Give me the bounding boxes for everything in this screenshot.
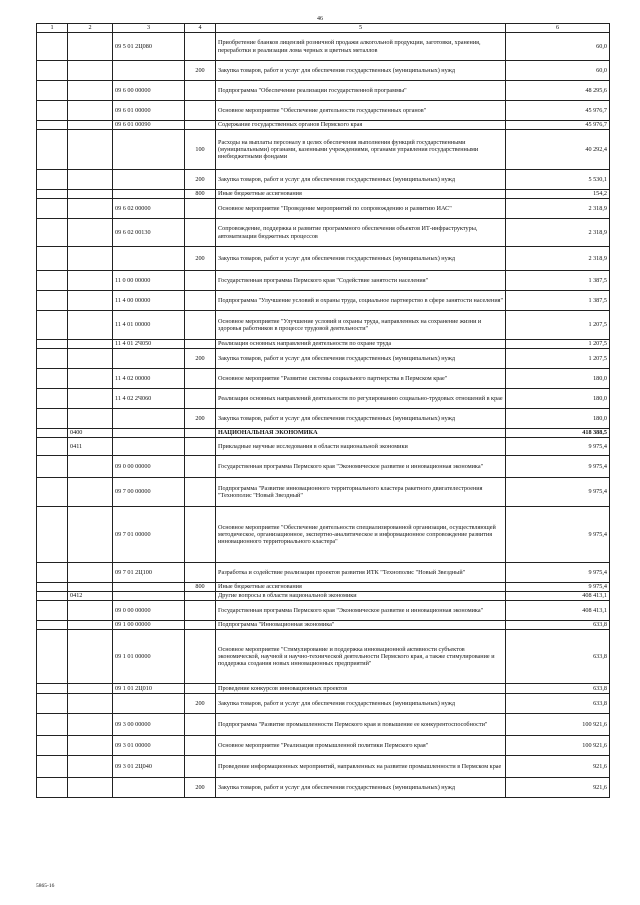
- table-row: [37, 714, 610, 736]
- cell-c4: [185, 389, 216, 409]
- cell-c2: [68, 61, 113, 81]
- cell-c6: 408 413,1: [506, 592, 610, 601]
- table-row: [37, 311, 610, 340]
- cell-c3: 09 0 00 00000: [113, 601, 185, 621]
- cell-c3: 09 6 00 00000: [113, 81, 185, 101]
- cell-c1: [37, 389, 68, 409]
- table-row: [37, 583, 610, 592]
- cell-c3: [113, 694, 185, 714]
- cell-c4: 800: [185, 583, 216, 592]
- cell-c1: [37, 271, 68, 291]
- table-row: [37, 456, 610, 478]
- table-row: [37, 291, 610, 311]
- cell-c5: Основное мероприятие "Обеспечение деятельности государственных органов": [216, 101, 506, 121]
- cell-c2: [68, 621, 113, 630]
- cell-c6: 9 975,4: [506, 478, 610, 507]
- column-header: 6: [506, 24, 610, 33]
- table-row: [37, 349, 610, 369]
- table-row: [37, 429, 610, 438]
- cell-c4: 200: [185, 170, 216, 190]
- cell-c5: Закупка товаров, работ и услуг для обеспечения государственных (муниципальных) нужд: [216, 247, 506, 271]
- cell-c4: 200: [185, 694, 216, 714]
- cell-c3: 11 4 01 00000: [113, 311, 185, 340]
- cell-c6: 180,0: [506, 389, 610, 409]
- cell-c2: [68, 130, 113, 170]
- cell-c1: [37, 311, 68, 340]
- table-row: [37, 630, 610, 684]
- cell-c3: [113, 61, 185, 81]
- cell-c1: [37, 81, 68, 101]
- table-row: [37, 247, 610, 271]
- cell-c1: [37, 630, 68, 684]
- cell-c1: [37, 33, 68, 61]
- cell-c3: [113, 429, 185, 438]
- cell-c5: Закупка товаров, работ и услуг для обеспечения государственных (муниципальных) нужд: [216, 694, 506, 714]
- cell-c5: Содержание государственных органов Пермского края: [216, 121, 506, 130]
- cell-c5: Закупка товаров, работ и услуг для обеспечения государственных (муниципальных) нужд: [216, 61, 506, 81]
- cell-c4: [185, 311, 216, 340]
- cell-c6: 154,2: [506, 190, 610, 199]
- cell-c2: [68, 684, 113, 694]
- cell-c1: [37, 563, 68, 583]
- cell-c5: НАЦИОНАЛЬНАЯ ЭКОНОМИКА: [216, 429, 506, 438]
- cell-c5: Подпрограмма "Развитие промышленности Пермского края и повышение ее конкурентоспособности": [216, 714, 506, 736]
- cell-c4: 200: [185, 247, 216, 271]
- cell-c5: Основное мероприятие "Проведение мероприятий по сопровождению и развитию ИАС": [216, 199, 506, 219]
- cell-c2: [68, 121, 113, 130]
- cell-c6: 100 921,6: [506, 714, 610, 736]
- table-row: [37, 778, 610, 798]
- cell-c1: [37, 349, 68, 369]
- table-row: [37, 340, 610, 349]
- cell-c2: [68, 736, 113, 756]
- cell-c1: [37, 507, 68, 563]
- table-row: [37, 736, 610, 756]
- table-row: [37, 121, 610, 130]
- cell-c3: 09 3 01 00000: [113, 736, 185, 756]
- cell-c4: [185, 601, 216, 621]
- cell-c3: 09 6 02 00000: [113, 199, 185, 219]
- cell-c5: Разработка и содействие реализации проектов развития ИТК "Технополис "Новый Звездный": [216, 563, 506, 583]
- cell-c5: Иные бюджетные ассигнования: [216, 190, 506, 199]
- cell-c4: [185, 621, 216, 630]
- cell-c6: 100 921,6: [506, 736, 610, 756]
- cell-c3: 09 3 01 2Ц040: [113, 756, 185, 778]
- cell-c2: [68, 507, 113, 563]
- cell-c5: Расходы на выплаты персоналу в целях обеспечения выполнения функций государственными (муниципальными) органами, казенными учреждениями, органами управления государственными внебюджетными фондами: [216, 130, 506, 170]
- page-number: 46: [317, 16, 323, 22]
- cell-c4: [185, 291, 216, 311]
- cell-c1: [37, 61, 68, 81]
- cell-c2: [68, 101, 113, 121]
- cell-c4: [185, 630, 216, 684]
- cell-c5: Подпрограмма "Развитие инновационного территориального кластера ракетного двигателестроения "Технополис "Новый Звездный": [216, 478, 506, 507]
- cell-c6: 9 975,4: [506, 438, 610, 456]
- table-row: [37, 389, 610, 409]
- cell-c4: [185, 438, 216, 456]
- cell-c4: [185, 429, 216, 438]
- table-row: [37, 621, 610, 630]
- table-row: [37, 684, 610, 694]
- cell-c1: [37, 190, 68, 199]
- table-row: [37, 694, 610, 714]
- cell-c5: Закупка товаров, работ и услуг для обеспечения государственных (муниципальных) нужд: [216, 349, 506, 369]
- cell-c5: Реализация основных направлений деятельности по охране труда: [216, 340, 506, 349]
- cell-c3: 09 7 00 00000: [113, 478, 185, 507]
- cell-c4: [185, 507, 216, 563]
- cell-c2: 0412: [68, 592, 113, 601]
- cell-c6: 5 530,1: [506, 170, 610, 190]
- cell-c1: [37, 756, 68, 778]
- cell-c6: 1 207,5: [506, 340, 610, 349]
- cell-c6: 633,8: [506, 621, 610, 630]
- cell-c5: Прикладные научные исследования в области национальной экономики: [216, 438, 506, 456]
- cell-c3: [113, 170, 185, 190]
- cell-c2: [68, 409, 113, 429]
- cell-c5: Иные бюджетные ассигнования: [216, 583, 506, 592]
- cell-c6: 633,8: [506, 684, 610, 694]
- cell-c6: 1 387,5: [506, 271, 610, 291]
- table-row: [37, 33, 610, 61]
- cell-c1: [37, 369, 68, 389]
- cell-c3: [113, 778, 185, 798]
- cell-c5: Основное мероприятие "Стимулирование и поддержка инновационной активности субъектов экономической, научной и научно-технической деятельности Пермского края, а также стимулирование и поддержка создания новых инновационных предприятий": [216, 630, 506, 684]
- cell-c6: 1 207,5: [506, 311, 610, 340]
- cell-c6: 9 975,4: [506, 507, 610, 563]
- cell-c2: [68, 630, 113, 684]
- cell-c2: [68, 199, 113, 219]
- cell-c1: [37, 736, 68, 756]
- cell-c4: [185, 340, 216, 349]
- column-header: 1: [37, 24, 68, 33]
- cell-c6: 2 318,9: [506, 247, 610, 271]
- table-row: [37, 271, 610, 291]
- cell-c3: [113, 438, 185, 456]
- cell-c6: 9 975,4: [506, 583, 610, 592]
- cell-c2: [68, 291, 113, 311]
- cell-c6: 2 318,9: [506, 219, 610, 247]
- cell-c3: 11 4 02 00000: [113, 369, 185, 389]
- cell-c5: Подпрограмма "Инновационная экономика": [216, 621, 506, 630]
- cell-c1: [37, 340, 68, 349]
- table-row: [37, 592, 610, 601]
- cell-c4: 200: [185, 778, 216, 798]
- budget-table: [36, 23, 610, 798]
- cell-c1: [37, 219, 68, 247]
- cell-c5: Основное мероприятие "Улучшение условий и охраны труда, направленных на сохранение жизни и здоровья работников в процессе трудовой деятельности": [216, 311, 506, 340]
- cell-c2: [68, 247, 113, 271]
- cell-c3: 09 1 00 00000: [113, 621, 185, 630]
- cell-c6: 1 207,5: [506, 349, 610, 369]
- cell-c4: 200: [185, 409, 216, 429]
- cell-c1: [37, 429, 68, 438]
- cell-c5: Закупка товаров, работ и услуг для обеспечения государственных (муниципальных) нужд: [216, 778, 506, 798]
- cell-c2: [68, 478, 113, 507]
- cell-c6: 1 387,5: [506, 291, 610, 311]
- cell-c6: 180,0: [506, 369, 610, 389]
- cell-c2: [68, 563, 113, 583]
- cell-c2: [68, 369, 113, 389]
- table-row: [37, 170, 610, 190]
- cell-c6: 633,8: [506, 694, 610, 714]
- cell-c5: Проведение информационных мероприятий, направленных на развитие промышленности в Пермском крае: [216, 756, 506, 778]
- cell-c3: 09 1 01 00000: [113, 630, 185, 684]
- cell-c5: Основное мероприятие "Реализация промышленной политики Пермского края": [216, 736, 506, 756]
- cell-c5: Подпрограмма "Обеспечение реализации государственной программы": [216, 81, 506, 101]
- cell-c3: 09 6 01 00000: [113, 101, 185, 121]
- cell-c5: Реализация основных направлений деятельности по регулированию социально-трудовых отношений в крае: [216, 389, 506, 409]
- cell-c2: [68, 389, 113, 409]
- cell-c2: [68, 81, 113, 101]
- cell-c4: 800: [185, 190, 216, 199]
- cell-c6: 418 388,5: [506, 429, 610, 438]
- cell-c1: [37, 621, 68, 630]
- cell-c1: [37, 291, 68, 311]
- cell-c5: Проведение конкурсов инновационных проектов: [216, 684, 506, 694]
- cell-c5: Приобретение бланков лицензий розничной продажи алкогольной продукции, заготовки, хранения, переработки и реализации лома черных и цветных металлов: [216, 33, 506, 61]
- cell-c2: [68, 601, 113, 621]
- cell-c1: [37, 101, 68, 121]
- table-row: [37, 438, 610, 456]
- cell-c5: Сопровождение, поддержка и развитие программного обеспечения объектов ИТ-инфраструктуры, автоматизации бюджетных процессов: [216, 219, 506, 247]
- table-row: [37, 563, 610, 583]
- cell-c4: [185, 478, 216, 507]
- cell-c2: 0411: [68, 438, 113, 456]
- cell-c3: [113, 190, 185, 199]
- table-row: [37, 369, 610, 389]
- cell-c2: [68, 583, 113, 592]
- cell-c4: [185, 101, 216, 121]
- column-header: 3: [113, 24, 185, 33]
- cell-c2: [68, 311, 113, 340]
- cell-c1: [37, 199, 68, 219]
- table-row: [37, 81, 610, 101]
- cell-c6: 633,8: [506, 630, 610, 684]
- cell-c6: 45 976,7: [506, 121, 610, 130]
- cell-c1: [37, 170, 68, 190]
- cell-c3: 11 4 01 2Ч050: [113, 340, 185, 349]
- table-row: [37, 219, 610, 247]
- cell-c2: [68, 340, 113, 349]
- cell-c3: 09 7 01 2Ц100: [113, 563, 185, 583]
- cell-c1: [37, 601, 68, 621]
- cell-c4: [185, 271, 216, 291]
- cell-c6: 180,0: [506, 409, 610, 429]
- cell-c1: [37, 121, 68, 130]
- cell-c2: [68, 694, 113, 714]
- cell-c6: 45 976,7: [506, 101, 610, 121]
- cell-c3: [113, 409, 185, 429]
- cell-c1: [37, 409, 68, 429]
- table-body: [37, 33, 610, 798]
- cell-c6: 921,6: [506, 778, 610, 798]
- cell-c1: [37, 778, 68, 798]
- cell-c5: Подпрограмма "Улучшение условий и охраны труда, социальное партнерство в сфере занятости населения": [216, 291, 506, 311]
- header-row: [37, 24, 610, 33]
- cell-c4: [185, 456, 216, 478]
- table-row: [37, 507, 610, 563]
- cell-c1: [37, 684, 68, 694]
- cell-c6: 9 975,4: [506, 563, 610, 583]
- cell-c2: 0400: [68, 429, 113, 438]
- cell-c5: Государственная программа Пермского края "Экономическое развитие и инновационная экономика": [216, 601, 506, 621]
- table-row: [37, 756, 610, 778]
- cell-c6: 921,6: [506, 756, 610, 778]
- cell-c4: [185, 81, 216, 101]
- cell-c5: Государственная программа Пермского края "Содействие занятости населения": [216, 271, 506, 291]
- cell-c6: 408 413,1: [506, 601, 610, 621]
- cell-c1: [37, 714, 68, 736]
- cell-c4: [185, 219, 216, 247]
- cell-c1: [37, 694, 68, 714]
- cell-c6: 60,0: [506, 33, 610, 61]
- cell-c2: [68, 714, 113, 736]
- cell-c2: [68, 219, 113, 247]
- cell-c3: 09 6 01 00090: [113, 121, 185, 130]
- cell-c1: [37, 583, 68, 592]
- cell-c3: 09 1 01 2Ц010: [113, 684, 185, 694]
- cell-c4: [185, 369, 216, 389]
- cell-c4: 200: [185, 349, 216, 369]
- column-header: 4: [185, 24, 216, 33]
- cell-c4: [185, 684, 216, 694]
- table-row: [37, 409, 610, 429]
- cell-c5: Основное мероприятие "Развитие системы социального партнерства в Пермском крае": [216, 369, 506, 389]
- table-row: [37, 601, 610, 621]
- cell-c5: Государственная программа Пермского края "Экономическое развитие и инновационная экономика": [216, 456, 506, 478]
- cell-c2: [68, 778, 113, 798]
- cell-c3: [113, 130, 185, 170]
- cell-c3: [113, 349, 185, 369]
- cell-c3: 09 3 00 00000: [113, 714, 185, 736]
- cell-c2: [68, 271, 113, 291]
- column-header: 5: [216, 24, 506, 33]
- table-row: [37, 199, 610, 219]
- cell-c3: 09 6 02 00130: [113, 219, 185, 247]
- cell-c4: [185, 199, 216, 219]
- document-code: 5865-16: [36, 883, 55, 889]
- cell-c4: 100: [185, 130, 216, 170]
- cell-c1: [37, 592, 68, 601]
- cell-c3: 11 4 00 00000: [113, 291, 185, 311]
- cell-c1: [37, 130, 68, 170]
- cell-c4: [185, 736, 216, 756]
- cell-c3: 09 7 01 00000: [113, 507, 185, 563]
- cell-c4: 200: [185, 61, 216, 81]
- cell-c2: [68, 33, 113, 61]
- cell-c6: 9 975,4: [506, 456, 610, 478]
- cell-c3: [113, 247, 185, 271]
- cell-c6: 40 292,4: [506, 130, 610, 170]
- cell-c3: 09 0 00 00000: [113, 456, 185, 478]
- cell-c4: [185, 714, 216, 736]
- cell-c4: [185, 33, 216, 61]
- table-row: [37, 478, 610, 507]
- cell-c6: 60,0: [506, 61, 610, 81]
- table-row: [37, 101, 610, 121]
- cell-c3: [113, 583, 185, 592]
- cell-c4: [185, 563, 216, 583]
- cell-c2: [68, 170, 113, 190]
- table-row: [37, 130, 610, 170]
- cell-c5: Другие вопросы в области национальной экономики: [216, 592, 506, 601]
- cell-c3: 11 0 00 00000: [113, 271, 185, 291]
- table-row: [37, 61, 610, 81]
- cell-c3: 09 5 01 2Ц080: [113, 33, 185, 61]
- cell-c2: [68, 190, 113, 199]
- cell-c3: 11 4 02 2Ч060: [113, 389, 185, 409]
- cell-c6: 2 318,9: [506, 199, 610, 219]
- cell-c1: [37, 438, 68, 456]
- cell-c6: 48 295,6: [506, 81, 610, 101]
- cell-c5: Закупка товаров, работ и услуг для обеспечения государственных (муниципальных) нужд: [216, 409, 506, 429]
- cell-c1: [37, 247, 68, 271]
- cell-c4: [185, 592, 216, 601]
- cell-c4: [185, 756, 216, 778]
- cell-c5: Основное мероприятие "Обеспечение деятельности специализированной организации, осуществляющей методическое, организационное, экспертно-аналитическое и информационное сопровождение развития инновационного территориального кластера": [216, 507, 506, 563]
- cell-c2: [68, 349, 113, 369]
- cell-c2: [68, 456, 113, 478]
- cell-c4: [185, 121, 216, 130]
- cell-c1: [37, 456, 68, 478]
- cell-c3: [113, 592, 185, 601]
- cell-c5: Закупка товаров, работ и услуг для обеспечения государственных (муниципальных) нужд: [216, 170, 506, 190]
- column-header: 2: [68, 24, 113, 33]
- table-row: [37, 190, 610, 199]
- cell-c2: [68, 756, 113, 778]
- cell-c1: [37, 478, 68, 507]
